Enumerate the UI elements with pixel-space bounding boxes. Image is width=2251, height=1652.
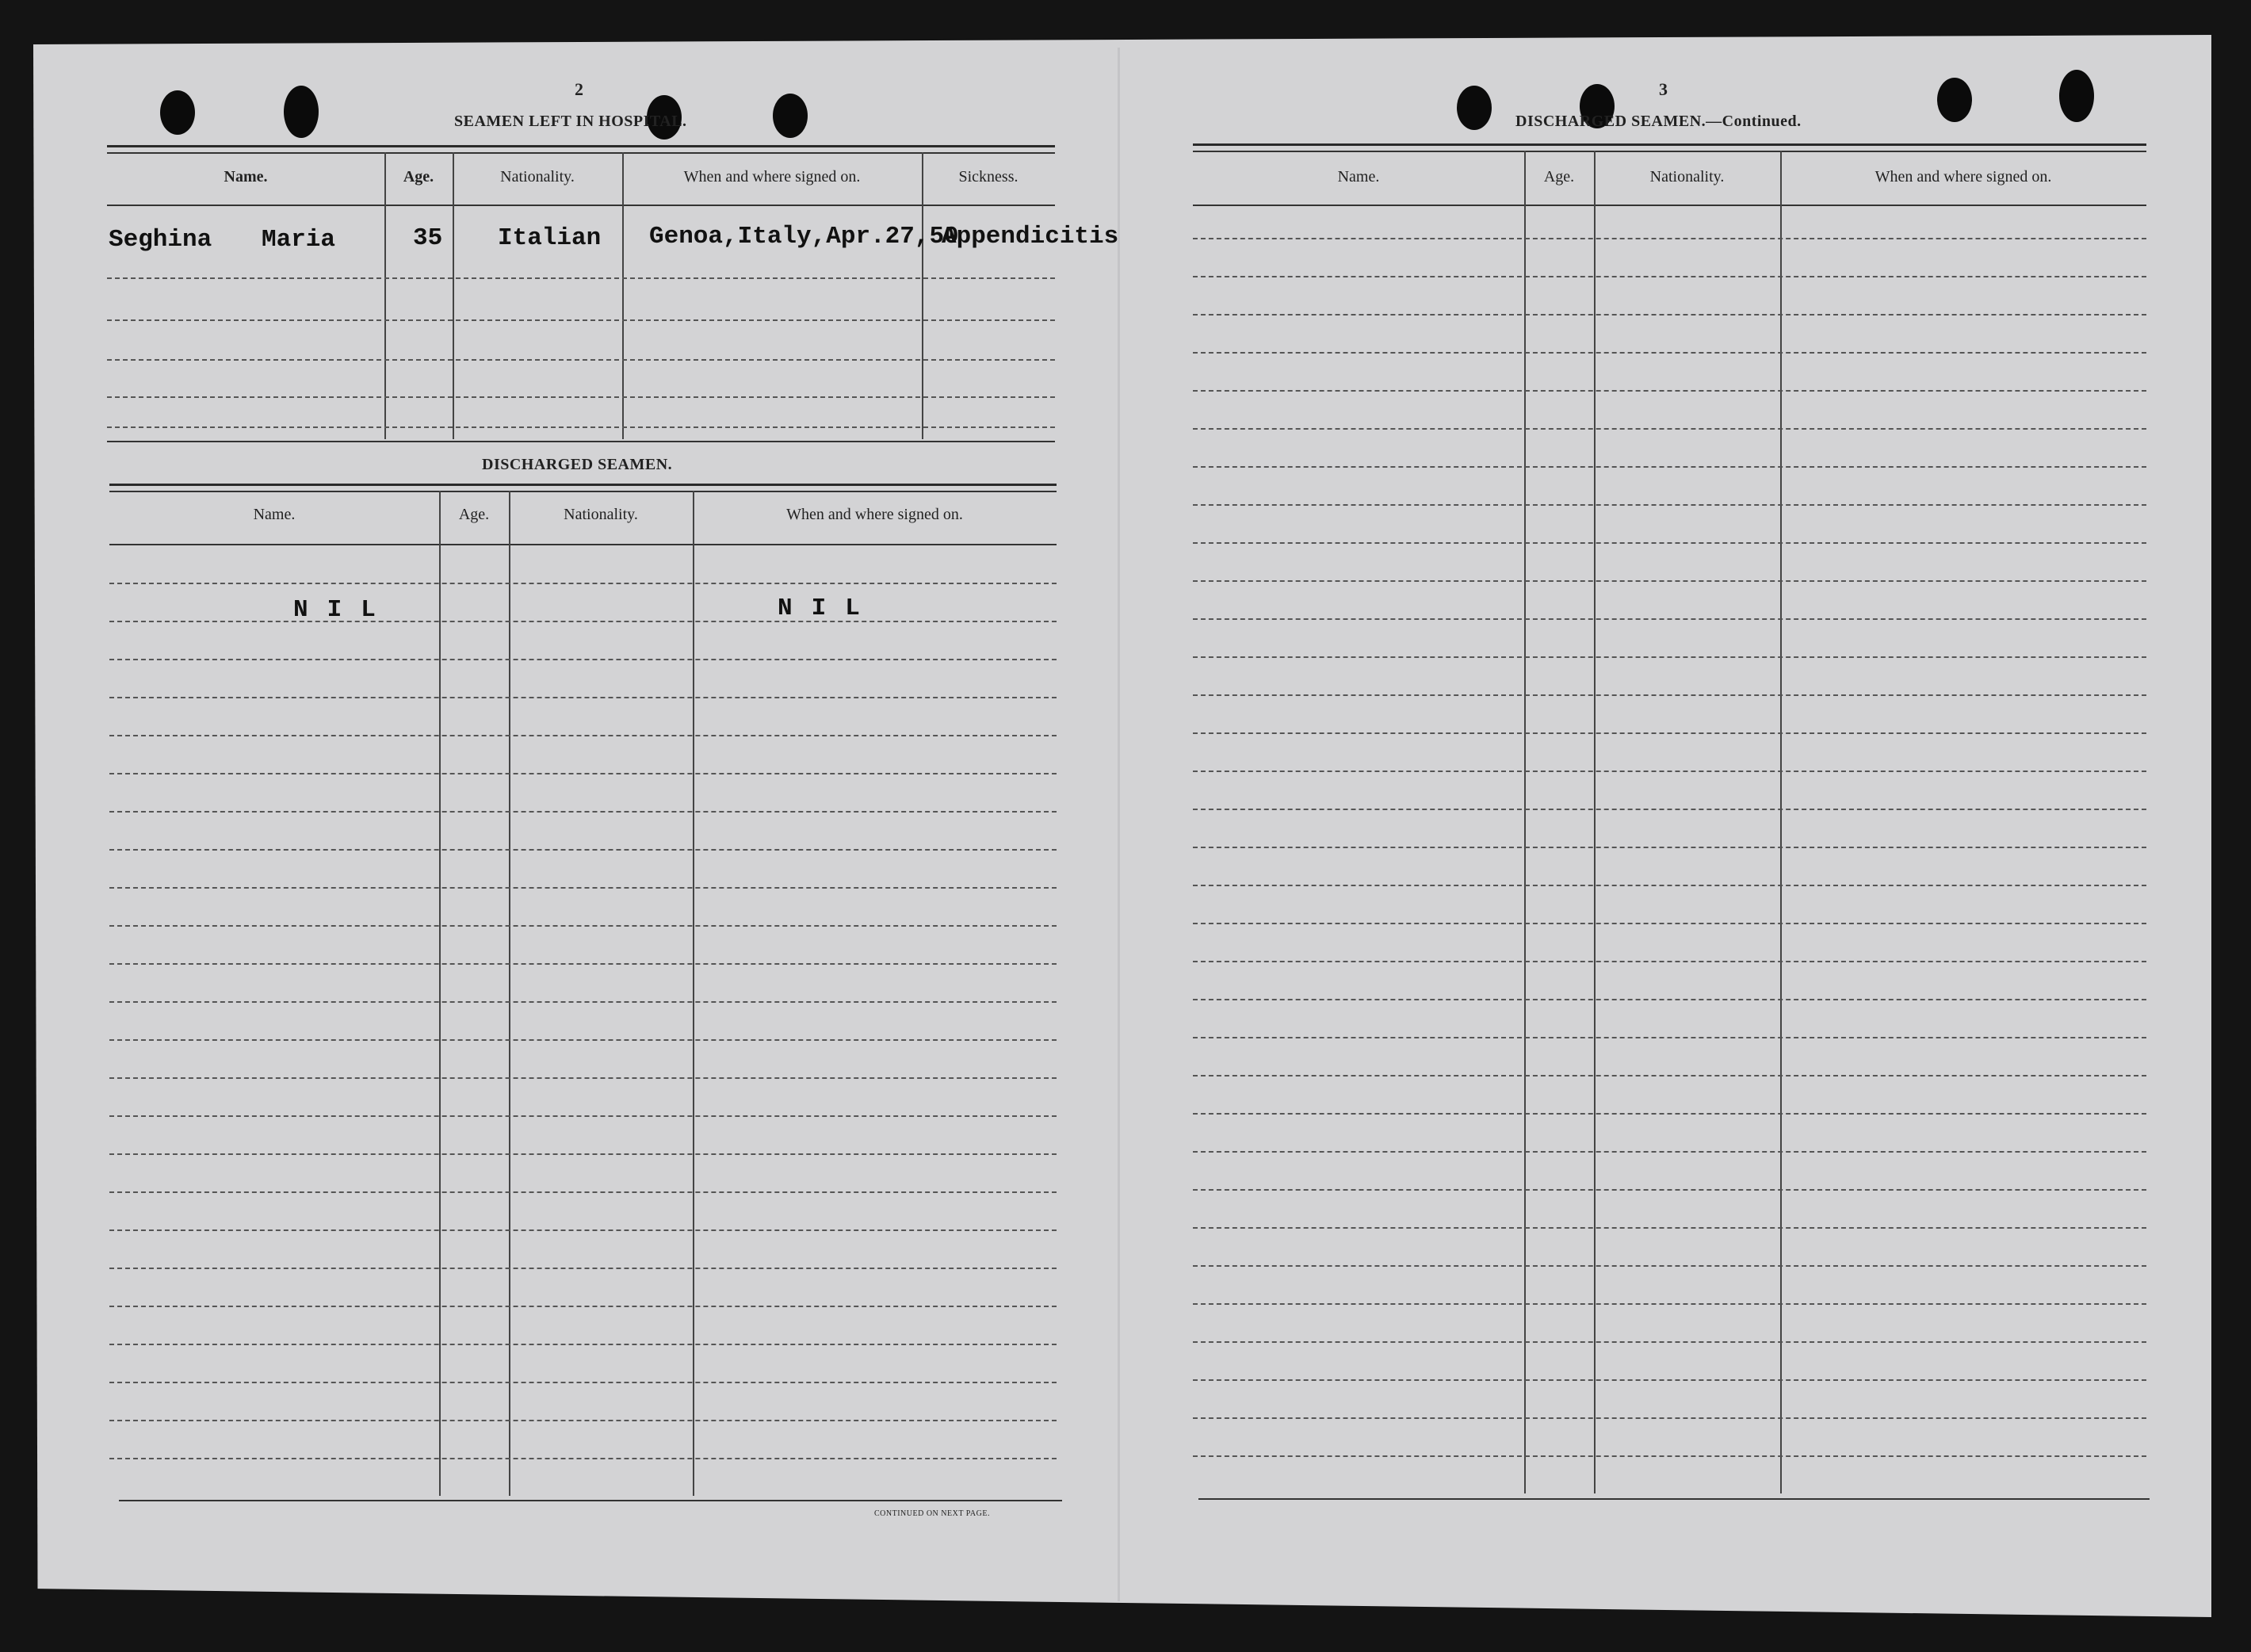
col-header-age: Age. bbox=[403, 168, 434, 185]
col-header-sickness: Sickness. bbox=[958, 168, 1018, 185]
punch-hole bbox=[1937, 78, 1972, 122]
punch-hole bbox=[773, 94, 808, 138]
ruled-line bbox=[1193, 276, 2146, 277]
ruled-line bbox=[109, 1458, 1057, 1459]
header-rule bbox=[1193, 205, 2146, 206]
ruled-line bbox=[109, 1268, 1057, 1269]
ruled-line bbox=[109, 811, 1057, 813]
ruled-line bbox=[1193, 961, 2146, 962]
col-header-nationality: Nationality. bbox=[1649, 168, 1725, 185]
entry-age: 35 bbox=[413, 224, 443, 252]
punch-hole bbox=[284, 86, 319, 138]
ruled-line bbox=[107, 426, 1055, 428]
page-number: 3 bbox=[1659, 79, 1668, 99]
col-header-signed-on: When and where signed on. bbox=[786, 506, 963, 523]
ruled-line bbox=[109, 925, 1057, 927]
ruled-line bbox=[1193, 314, 2146, 315]
ruled-line bbox=[1193, 352, 2146, 354]
ruled-line bbox=[1193, 923, 2146, 924]
table-top-rule bbox=[1193, 151, 2146, 152]
ruled-line bbox=[1193, 504, 2146, 506]
ruled-line bbox=[109, 887, 1057, 889]
ruled-line bbox=[109, 1001, 1057, 1003]
ruled-line bbox=[107, 396, 1055, 398]
punch-hole bbox=[160, 90, 195, 135]
table-top-rule bbox=[107, 152, 1055, 154]
ruled-line bbox=[109, 1382, 1057, 1383]
ruled-line bbox=[107, 277, 1055, 279]
col-header-signed-on: When and where signed on. bbox=[1875, 168, 2052, 185]
ruled-line bbox=[1193, 694, 2146, 696]
ruled-line bbox=[1193, 999, 2146, 1000]
ruled-line bbox=[109, 621, 1057, 622]
col-header-name: Name. bbox=[253, 506, 296, 523]
col-header-name: Name. bbox=[224, 168, 268, 185]
ruled-line bbox=[1193, 1075, 2146, 1076]
entry-nationality: Italian bbox=[498, 224, 602, 252]
punch-hole bbox=[2059, 70, 2094, 122]
ruled-line bbox=[109, 963, 1057, 965]
ruled-line bbox=[109, 773, 1057, 774]
ruled-line bbox=[1193, 428, 2146, 430]
discharged-name-entry: NIL bbox=[293, 596, 395, 624]
ruled-line bbox=[109, 1115, 1057, 1117]
ruled-line bbox=[109, 1229, 1057, 1231]
header-rule bbox=[107, 205, 1055, 206]
ruled-line bbox=[1193, 656, 2146, 658]
col-header-nationality: Nationality. bbox=[564, 506, 638, 523]
ruled-line bbox=[1193, 542, 2146, 544]
discharged-section-title: DISCHARGED SEAMEN. bbox=[482, 456, 673, 473]
col-header-age: Age. bbox=[1543, 168, 1575, 185]
table-top-rule bbox=[1193, 143, 2146, 146]
entry-signed-on: Genoa,Italy,Apr.27,50 bbox=[649, 223, 959, 250]
ruled-line bbox=[1193, 1037, 2146, 1038]
ruled-line bbox=[109, 1306, 1057, 1307]
ruled-line bbox=[1193, 1455, 2146, 1457]
ruled-line bbox=[1193, 618, 2146, 620]
ruled-line bbox=[109, 583, 1057, 584]
entry-given-name: Maria bbox=[262, 226, 336, 254]
ruled-line bbox=[1193, 1227, 2146, 1229]
ruled-line bbox=[109, 735, 1057, 736]
punch-hole bbox=[1457, 86, 1492, 130]
continued-note: CONTINUED ON NEXT PAGE. bbox=[874, 1509, 990, 1518]
table-bottom-rule bbox=[107, 441, 1055, 442]
page-number: 2 bbox=[575, 79, 583, 99]
col-header-signed-on: When and where signed on. bbox=[683, 168, 861, 185]
page-fold bbox=[1118, 48, 1120, 1601]
discharged-continued-title: DISCHARGED SEAMEN.—Continued. bbox=[1515, 113, 1802, 130]
ruled-line bbox=[1193, 1303, 2146, 1305]
ruled-line bbox=[109, 1153, 1057, 1155]
ruled-line bbox=[1193, 1379, 2146, 1381]
ruled-line bbox=[109, 1420, 1057, 1421]
ruled-line bbox=[1193, 1113, 2146, 1115]
col-header-nationality: Nationality. bbox=[500, 168, 575, 185]
entry-sickness: Appendicitis bbox=[942, 223, 1119, 250]
ruled-line bbox=[1193, 1265, 2146, 1267]
ruled-line bbox=[1193, 1341, 2146, 1343]
ruled-line bbox=[1193, 1189, 2146, 1191]
ruled-line bbox=[1193, 809, 2146, 810]
col-header-name: Name. bbox=[1337, 168, 1380, 185]
table-top-rule bbox=[109, 484, 1057, 486]
ruled-line bbox=[109, 697, 1057, 698]
col-header-age: Age. bbox=[458, 506, 490, 523]
ruled-line bbox=[1193, 847, 2146, 848]
table-bottom-rule bbox=[119, 1500, 1062, 1501]
ruled-line bbox=[1193, 390, 2146, 392]
table-bottom-rule bbox=[1198, 1498, 2150, 1500]
ruled-line bbox=[1193, 732, 2146, 734]
ruled-line bbox=[109, 1191, 1057, 1193]
ruled-line bbox=[1193, 1417, 2146, 1419]
discharged-signed-on-entry: NIL bbox=[778, 595, 879, 622]
table-top-rule bbox=[109, 491, 1057, 492]
ruled-line bbox=[1193, 580, 2146, 582]
ruled-line bbox=[107, 319, 1055, 321]
ruled-line bbox=[1193, 466, 2146, 468]
ruled-line bbox=[109, 1039, 1057, 1041]
ruled-line bbox=[107, 359, 1055, 361]
entry-surname: Seghina bbox=[109, 226, 212, 254]
hospital-section-title: SEAMEN LEFT IN HOSPITAL. bbox=[454, 113, 687, 130]
ruled-line bbox=[109, 1344, 1057, 1345]
header-rule bbox=[109, 544, 1057, 545]
ruled-line bbox=[109, 659, 1057, 660]
ruled-line bbox=[109, 849, 1057, 851]
ruled-line bbox=[1193, 771, 2146, 772]
ruled-line bbox=[1193, 238, 2146, 239]
ruled-line bbox=[1193, 1151, 2146, 1153]
table-top-rule bbox=[107, 145, 1055, 147]
ruled-line bbox=[109, 1077, 1057, 1079]
ruled-line bbox=[1193, 885, 2146, 886]
